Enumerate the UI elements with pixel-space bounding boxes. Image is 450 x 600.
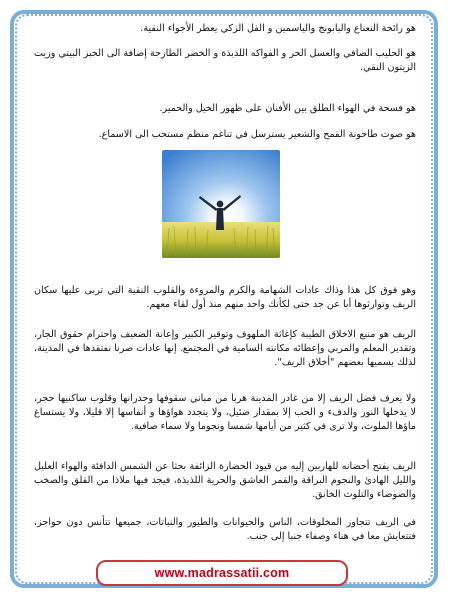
paragraph-2: هو الحليب الصافي والعسل الحر و الفواكه اللذيذة و الخضر الطازجة إضافة الى الخبز البيتي وزيت الزيتون النقي. [34,48,416,73]
website-link[interactable]: www.madrassatii.com [154,566,290,580]
paragraph-7: ولا يعرف فضل الريف إلا من غادر المدينة هربا من مباني سقوفها وجدرانها وقلوب ساكنيها حجر، لا يدخلها النور والدفء و الحب إلا بمقدار ضئيل، ولا يتجدد هواؤها و أنفاسها إلا قليلا، ولا يستساغ ماؤها الملوث، ولا ترى في كثير من أيامها شمسا ونجوما ولا سماء صافية. [34,393,416,432]
paragraph-9: في الريف تتجاور المخلوقات، الناس والحيوانات والطيور والنباتات، جميعها تتأنس دون حواجز، فتتعايش معا في هناء وصفاء جنبا إلى جنب. [34,517,416,542]
countryside-photo [162,150,280,258]
paragraph-1: هو رائحة النعناع والبابونج والياسمين و الفل الزكي يعطر الأجواء النقية. [140,23,416,34]
paragraph-8: الريف يفتح أحضانه للهاربين إليه من قيود الحضارة الزائفة بحثا عن الشمس الدافئة والهواء العليل والليل الهادئ والنجوم البراقة والقمر العاشق والحرية اللذيذة، فيجد فيها ملاذا من القلق والصخب والضوضاء والتلوث الخانق. [34,461,416,500]
paragraph-5: وهو فوق كل هذا وذاك عادات الشهامة والكرم والمروءة والقلوب النقية التي تربى عليها سكان الريف وتوارثوها أبا عن جد حتى لكأنك واحد منهم منذ أول لقاء معهم. [34,285,416,310]
paragraph-3: هو فسحة في الهواء الطلق بين الأفنان على ظهور الخيل والحمير. [159,103,416,114]
paragraph-4: هو صوت طاحونة القمح والشعير يسترسل في تناغم منظم مستحب الى الاسماع. [98,129,416,140]
paragraph-6: الريف هو منبع الاخلاق الطيبة كإغاثة الملهوف وتوقير الكبير وإعانة الضعيف واحترام حقوق الجار، وتقدير المعلم والمربي وإعطائه مكانته السامية في المجتمع. إنها عادات صرنا نفتقدها في المدينة، لذلك يسميها بعضهم "أخلاق الريف". [34,329,416,368]
website-footer-badge[interactable] [96,560,348,586]
